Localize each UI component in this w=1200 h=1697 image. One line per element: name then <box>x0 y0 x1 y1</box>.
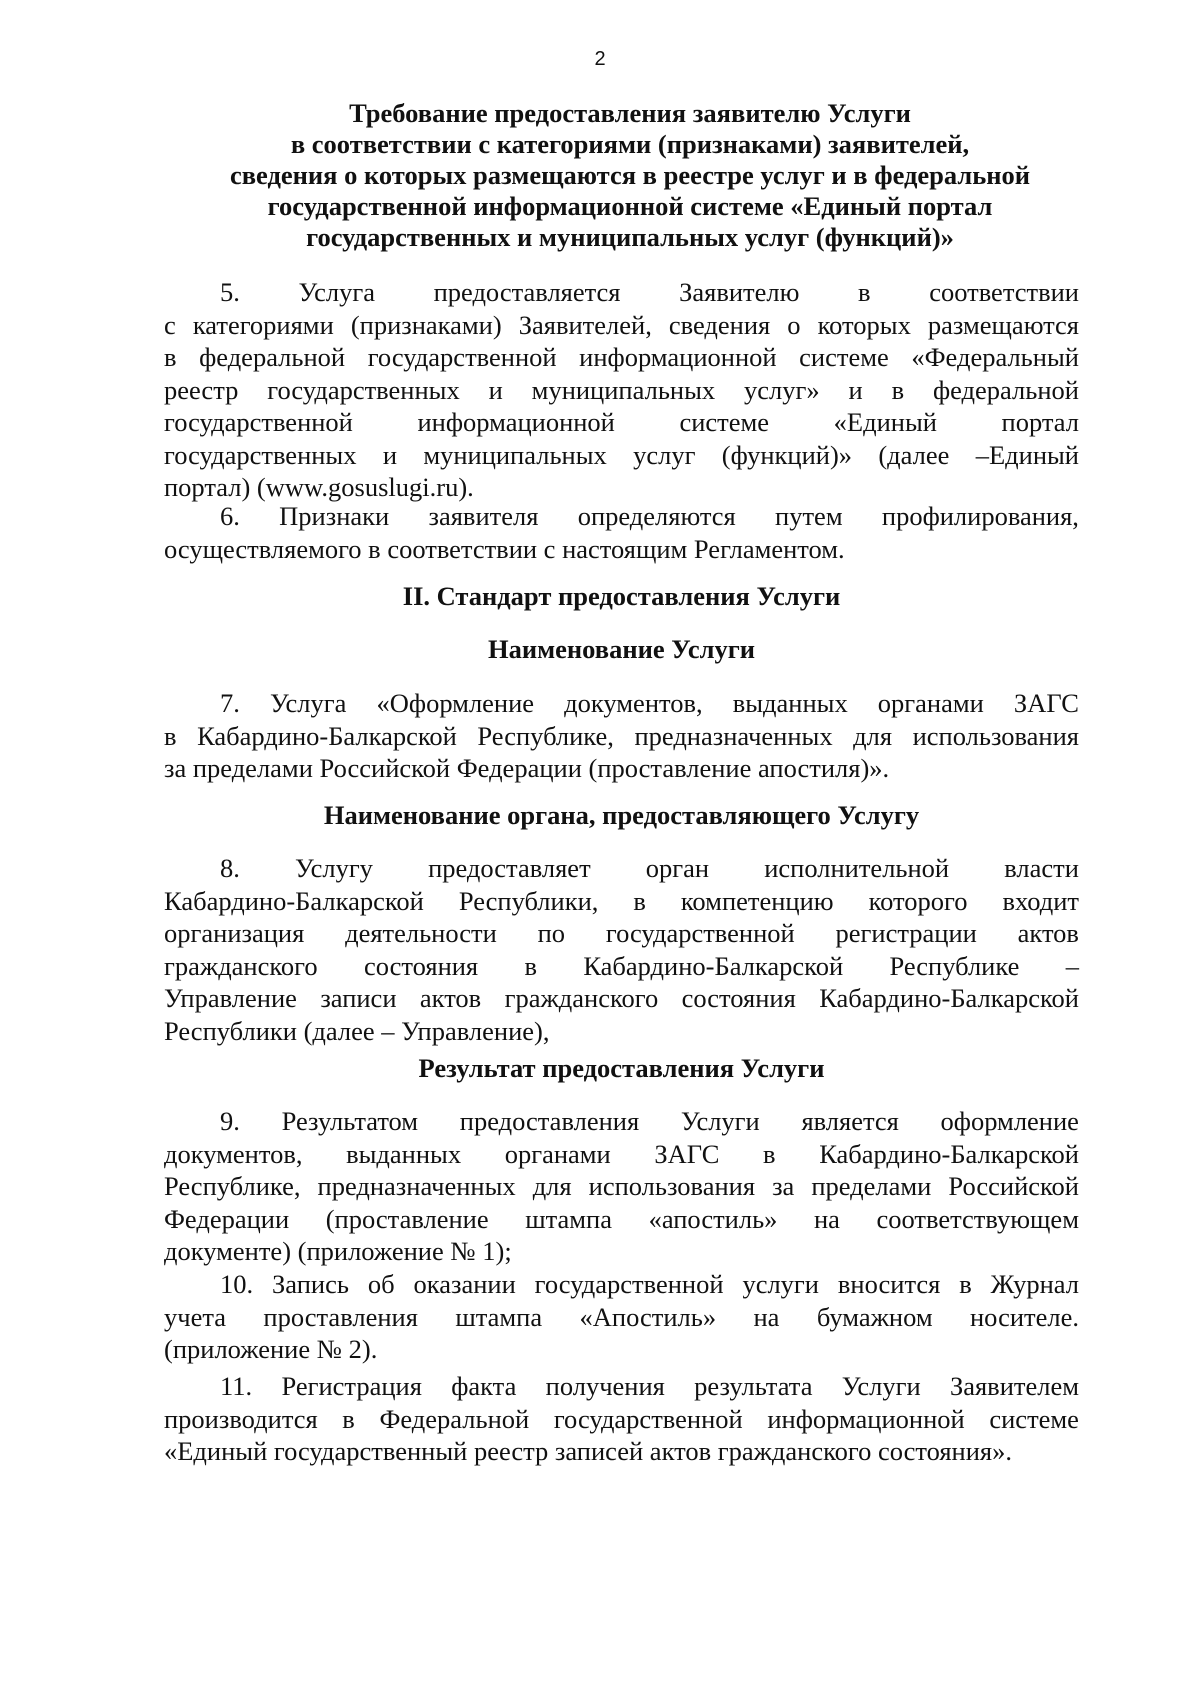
paragraph-line <box>164 720 1079 753</box>
word: регистрации <box>835 918 977 948</box>
word: в <box>959 1269 972 1299</box>
paragraph-line <box>164 1301 1079 1334</box>
word: Заявителем <box>949 1371 1079 1401</box>
word: в <box>164 342 177 372</box>
justified-line <box>220 1105 1079 1138</box>
word: Республике <box>889 950 1020 981</box>
word: учета <box>164 1301 227 1332</box>
word: определяются <box>577 501 736 531</box>
word: в <box>891 374 905 405</box>
page-number: 2 <box>594 48 606 70</box>
word: 6. <box>220 501 240 531</box>
paragraph-11 <box>164 1370 1079 1468</box>
word: гражданского <box>164 950 318 981</box>
word: является <box>801 1106 899 1136</box>
word: компетенцию <box>680 885 834 916</box>
word: документов, <box>564 688 703 718</box>
word: информационной <box>417 407 615 437</box>
word: в <box>763 1138 776 1169</box>
justified-line <box>164 439 1079 472</box>
word: государственных <box>267 374 460 405</box>
word: за <box>772 1171 795 1201</box>
paragraph-line <box>164 276 1079 309</box>
word: которого <box>868 885 968 916</box>
word: 10. <box>220 1269 254 1299</box>
word: предоставления <box>459 1106 640 1136</box>
paragraph-8 <box>164 852 1079 1047</box>
word: пределами <box>811 1171 932 1201</box>
word: Федеральной <box>379 1403 530 1434</box>
word: оказании <box>413 1269 516 1299</box>
word: государственной <box>367 342 557 372</box>
word: Услуги <box>680 1106 760 1136</box>
paragraph-line <box>164 1268 1079 1301</box>
word: ЗАГС <box>654 1138 720 1169</box>
paragraph-line: за пределами Российской Федерации (проставление апостиля)». <box>164 753 890 783</box>
justified-line <box>164 982 1079 1015</box>
word: в <box>342 1403 355 1434</box>
subsection-heading: Результат предоставления Услуги <box>418 1053 825 1083</box>
word: Федерации <box>164 1203 290 1234</box>
word: организация <box>164 918 305 948</box>
word: об <box>367 1269 395 1299</box>
title-line: сведения о которых размещаются в реестре услуг и в федеральной <box>229 160 1031 190</box>
word: реестр <box>164 374 239 405</box>
justified-line <box>164 917 1079 950</box>
word: портал <box>1001 407 1079 437</box>
word: получения <box>545 1371 665 1401</box>
word: соответствующем <box>876 1203 1079 1234</box>
word: профилирования, <box>881 501 1079 531</box>
word: органами <box>877 688 984 718</box>
paragraph-line <box>164 917 1079 950</box>
word: (функций)» <box>721 439 853 470</box>
paragraph-5 <box>164 276 1079 504</box>
word: «Апостиль» <box>579 1301 717 1332</box>
justified-line <box>164 1403 1079 1436</box>
paragraph-line <box>164 439 1079 472</box>
paragraph-line <box>164 1105 1079 1138</box>
paragraph-line <box>164 1370 1079 1403</box>
word: «Единый <box>833 407 937 437</box>
subsection-heading: Наименование Услуги <box>487 634 756 664</box>
word: «Оформление <box>376 688 535 718</box>
paragraph-line <box>164 341 1079 374</box>
paragraph-10 <box>164 1268 1079 1366</box>
justified-line <box>164 720 1079 753</box>
word: для <box>853 720 893 751</box>
word: 11. <box>220 1371 253 1401</box>
word: муниципальных <box>423 439 607 470</box>
word: Российской <box>948 1171 1079 1201</box>
justified-line <box>164 1170 1079 1203</box>
word: по <box>537 918 566 948</box>
justified-line <box>164 885 1079 918</box>
word: «Федеральный <box>911 342 1079 372</box>
justified-line <box>164 341 1079 374</box>
justified-line <box>164 1301 1079 1334</box>
word: штампа <box>525 1203 612 1234</box>
word: Управление <box>164 983 297 1013</box>
word: (далее <box>878 439 950 470</box>
word: состояния <box>681 983 796 1013</box>
word: услуг» <box>744 374 820 405</box>
word: актов <box>419 983 482 1013</box>
word: Республике, <box>477 720 614 751</box>
word: деятельности <box>345 918 497 948</box>
word: Услуга <box>269 688 347 718</box>
word: результата <box>694 1371 813 1401</box>
word: Услугу <box>295 853 373 883</box>
word: Услуги <box>841 1371 921 1401</box>
word: на <box>813 1203 840 1234</box>
justified-line <box>220 1370 1079 1403</box>
word: информационной <box>767 1403 965 1434</box>
word: (признаками) <box>350 309 502 340</box>
word: исполнительной <box>764 853 950 883</box>
word: 5. <box>220 277 240 307</box>
word: и <box>488 374 503 405</box>
word: в <box>633 885 646 916</box>
justified-line <box>220 852 1079 885</box>
word: гражданского <box>504 983 659 1013</box>
word: документов, <box>164 1138 303 1169</box>
word: муниципальных <box>531 374 716 405</box>
paragraph-6 <box>164 500 1079 565</box>
paragraph-line: Республики (далее – Управление), <box>164 1015 550 1046</box>
paragraph-line <box>164 1170 1079 1203</box>
word: носителе. <box>970 1301 1079 1332</box>
word: выданных <box>346 1138 462 1169</box>
word: (проставление <box>325 1203 489 1234</box>
word: системе <box>799 342 889 372</box>
word: Результатом <box>281 1106 419 1136</box>
justified-line <box>220 1268 1079 1301</box>
paragraph-line <box>164 885 1079 918</box>
paragraph-line <box>164 309 1079 342</box>
word: Заявителей, <box>518 309 652 340</box>
word: размещаются <box>927 309 1079 340</box>
paragraph-line <box>164 852 1079 885</box>
word: путем <box>775 501 843 531</box>
word: использования <box>912 720 1079 751</box>
justified-line <box>164 406 1079 439</box>
word: Кабардино-Балкарской <box>583 950 844 981</box>
word: сведения <box>668 309 771 340</box>
word: Регистрация <box>281 1371 422 1401</box>
word: 9. <box>220 1106 240 1136</box>
word: Кабардино-Балкарской <box>197 720 457 751</box>
word: предоставляет <box>428 853 591 883</box>
word: состояния <box>363 950 479 981</box>
word: о <box>787 309 801 340</box>
word: производится <box>164 1403 318 1434</box>
word: на <box>753 1301 780 1332</box>
paragraph-line <box>164 500 1079 533</box>
word: Республики, <box>458 885 599 916</box>
paragraph-line: «Единый государственный реестр записей актов гражданского состояния». <box>164 1436 1012 1466</box>
word: Кабардино-Балкарской <box>819 983 1079 1013</box>
word: которых <box>817 309 911 340</box>
word: категориями <box>192 309 334 340</box>
word: факта <box>451 1371 517 1401</box>
paragraph-line <box>164 982 1079 1015</box>
paragraph-line: осуществляемого в соответствии с настоящим Регламентом. <box>164 533 845 564</box>
paragraph-line: документе) (приложение № 1); <box>164 1236 512 1266</box>
word: Кабардино-Балкарской <box>164 885 424 916</box>
word: Признаки <box>279 501 390 531</box>
word: в <box>858 277 871 307</box>
word: государственной <box>534 1269 724 1299</box>
word: штампа <box>455 1301 543 1332</box>
word: – <box>1065 950 1079 981</box>
word: вносится <box>837 1269 941 1299</box>
word: соответствии <box>929 277 1079 307</box>
justified-line <box>220 500 1079 533</box>
word: выданных <box>732 688 848 718</box>
paragraph-line <box>164 687 1079 720</box>
word: в <box>164 720 177 751</box>
word: «апостиль» <box>648 1203 778 1234</box>
word: бумажном <box>816 1301 933 1332</box>
word: услуги <box>742 1269 819 1299</box>
word: –Единый <box>975 439 1079 470</box>
paragraph-line <box>164 1203 1079 1236</box>
justified-line <box>164 309 1079 342</box>
paragraph-7 <box>164 687 1079 785</box>
word: государственной <box>605 918 795 948</box>
word: орган <box>645 853 710 883</box>
paragraph-line: портал) (www.gosuslugi.ru). <box>164 472 474 502</box>
word: федеральной <box>199 342 346 372</box>
subsection-heading: Наименование органа, предоставляющего Услугу <box>323 800 920 830</box>
word: Журнал <box>990 1269 1079 1299</box>
word: информационной <box>579 342 777 372</box>
paragraph-9 <box>164 1105 1079 1268</box>
word: предназначенных <box>634 720 833 751</box>
justified-line <box>164 1138 1079 1171</box>
word: актов <box>1017 918 1079 948</box>
word: 8. <box>220 853 240 883</box>
section-heading: II. Стандарт предоставления Услуги <box>402 581 841 611</box>
document-title <box>180 98 1080 253</box>
word: системе <box>989 1403 1079 1434</box>
word: государственной <box>553 1403 743 1434</box>
word: записи <box>320 983 397 1013</box>
word: предназначенных <box>317 1171 516 1201</box>
word: государственных <box>164 439 357 470</box>
word: и <box>382 439 397 470</box>
word: для <box>532 1171 572 1201</box>
word: Кабардино-Балкарской <box>819 1138 1079 1169</box>
word: Заявителю <box>679 277 800 307</box>
paragraph-line <box>164 406 1079 439</box>
paragraph-line <box>164 1138 1079 1171</box>
word: услуг <box>633 439 696 470</box>
word: Запись <box>272 1269 349 1299</box>
paragraph-line <box>164 1403 1079 1436</box>
word: предоставляется <box>433 277 621 307</box>
word: проставления <box>263 1301 418 1332</box>
word: органами <box>504 1138 611 1169</box>
word: в <box>524 950 537 981</box>
word: оформление <box>940 1106 1079 1136</box>
word: 7. <box>220 688 240 718</box>
justified-line <box>164 374 1079 407</box>
word: Услуга <box>298 277 375 307</box>
word: заявителя <box>428 501 539 531</box>
word: власти <box>1004 853 1079 883</box>
paragraph-line: (приложение № 2). <box>164 1334 378 1364</box>
justified-line <box>220 276 1079 309</box>
word: и <box>848 374 863 405</box>
title-line: государственных и муниципальных услуг (функций)» <box>306 222 954 252</box>
justified-line <box>220 687 1079 720</box>
word: использования <box>588 1171 756 1201</box>
title-line: в соответствии с категориями (признаками) заявителей, <box>290 129 970 159</box>
title-line: Требование предоставления заявителю Услуги <box>349 98 911 128</box>
justified-line <box>164 950 1079 983</box>
paragraph-line <box>164 950 1079 983</box>
word: с <box>164 309 176 340</box>
word: Республике, <box>164 1171 301 1201</box>
word: ЗАГС <box>1013 688 1079 718</box>
justified-line <box>164 1203 1079 1236</box>
word: входит <box>1002 885 1079 916</box>
word: федеральной <box>932 374 1079 405</box>
word: государственной <box>164 407 353 437</box>
title-line: государственной информационной системе «Единый портал <box>267 191 993 221</box>
paragraph-line <box>164 374 1079 407</box>
word: системе <box>679 407 770 437</box>
